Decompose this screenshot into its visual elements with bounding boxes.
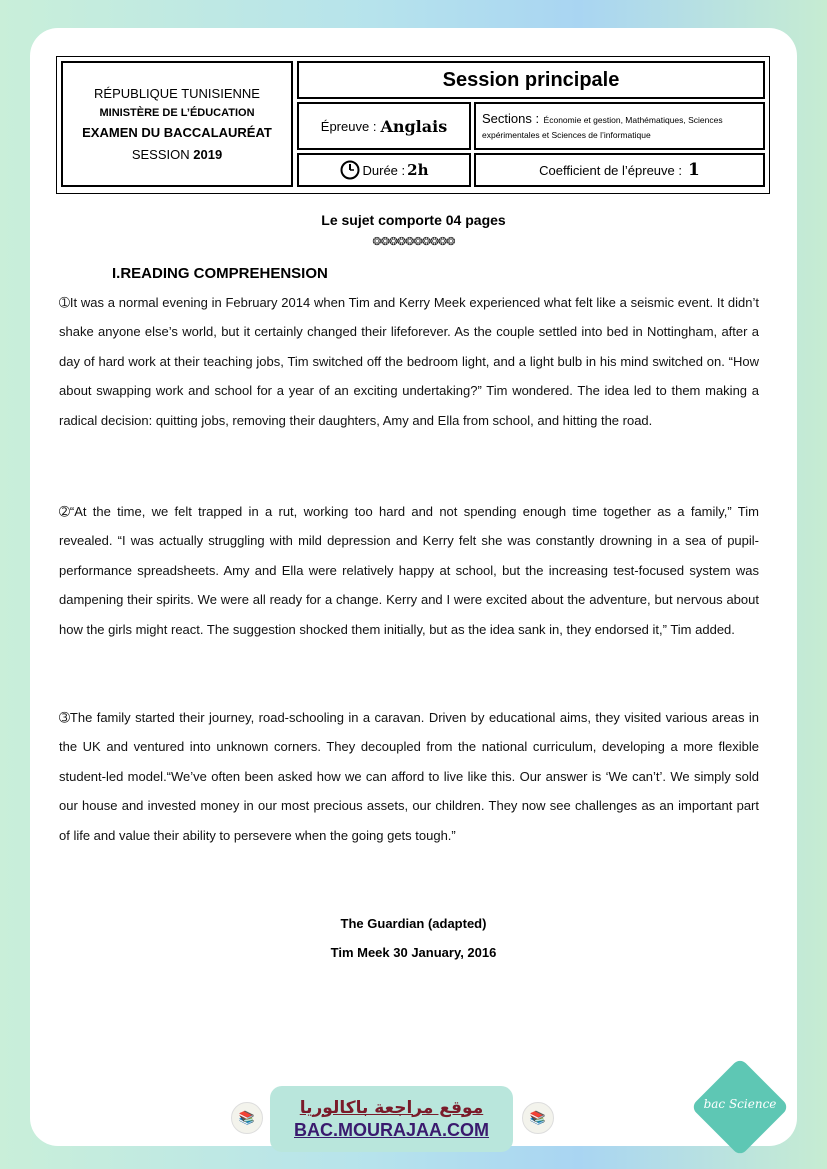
book-icon: 📚 [231, 1102, 263, 1134]
site-arabic-name[interactable]: موقع مراجعة باكالوريا [299, 1097, 484, 1118]
duration-block [297, 153, 471, 187]
sections-block [474, 102, 765, 150]
clock-icon [340, 160, 360, 180]
epreuve-label: Épreuve : [320, 118, 377, 134]
paragraph-1: ➀It was a normal evening in February 2014 when Tim and Kerry Meek experienced what felt like a seismic event. It didn’t shake anyone else’s world, but it certainly changed their lifeforever. As the couple settled into bed in Nottingham, after a day of hard work at their teaching jobs, Tim switched off the bedroom light, and a light bulb in his mind switched on. “How about swapping work and school for a year of an exciting undertaking?” Tim wondered. The idea led to them making a radical decision: quitting jobs, removing their daughters, Amy and Ella from school, and hitting the road. [59, 295, 759, 428]
coefficient-block [474, 153, 765, 187]
duration-label: Durée : [362, 162, 406, 178]
source-byline: Tim Meek 30 January, 2016 [330, 945, 497, 960]
duration-value: 2h [407, 161, 429, 179]
site-banner[interactable] [270, 1086, 513, 1152]
source-publication: The Guardian (adapted) [340, 916, 487, 931]
ornament-divider: ❂❂❂❂❂❂❂❂❂❂ [372, 235, 455, 248]
bac-science-logo-text: bac Science [703, 1097, 777, 1111]
session-label: SESSION [131, 147, 190, 162]
page-count-note: Le sujet comporte 04 pages [321, 212, 506, 228]
sections-label: Sections : [482, 111, 540, 126]
session-line [132, 147, 222, 162]
section-title: I.READING COMPREHENSION [112, 265, 328, 282]
coefficient-label: Coefficient de l’épreuve : [539, 162, 682, 178]
site-url-link[interactable]: BAC.MOURAJAA.COM [294, 1119, 489, 1140]
session-year: 2019 [193, 147, 223, 162]
session-type: Session principale [297, 61, 765, 99]
coefficient-value: 1 [688, 160, 700, 180]
sections-list: Économie et gestion, Mathématiques, Sciences expérimentales et Sciences de l’informatique [482, 115, 723, 140]
exam-header [56, 56, 770, 194]
country-name: RÉPUBLIQUE TUNISIENNE [94, 86, 260, 101]
ministry-name: MINISTÈRE DE L’ÉDUCATION [99, 107, 255, 119]
book-icon: 📚 [522, 1102, 554, 1134]
paragraph-3: ➂The family started their journey, road-schooling in a caravan. Driven by educational aims, they visited various areas in the UK and ventured into unknown corners. They decoupled from the national curriculum, developing a more flexible student-led model.“We’ve often been asked how we can afford to live like this. Our answer is ‘We can’t’. We simply sold our house and invested money in our most precious assets, our children. They now see challenges as an important part of life and value their ability to persevere when the going gets tough.” [59, 710, 759, 843]
subject-block [297, 102, 471, 150]
subject-name: Anglais [380, 116, 448, 136]
exam-name: EXAMEN DU BACCALAURÉAT [82, 125, 272, 140]
institution-block [61, 61, 293, 187]
paragraph-2: ➁“At the time, we felt trapped in a rut, working too hard and not spending enough time together as a family,” Tim revealed. “I was actually struggling with mild depression and Kerry felt she was constantly drowning in a sea of pupil-performance spreadsheets. Amy and Ella were relatively happy at school, but the increasing test-focused system was dampening their spirits. We were all ready for a change. Kerry and I were excited about the adventure, but nervous about how the girls might react. The suggestion shocked them initially, but as the idea sank in, they endorsed it,” Tim added. [59, 504, 759, 637]
